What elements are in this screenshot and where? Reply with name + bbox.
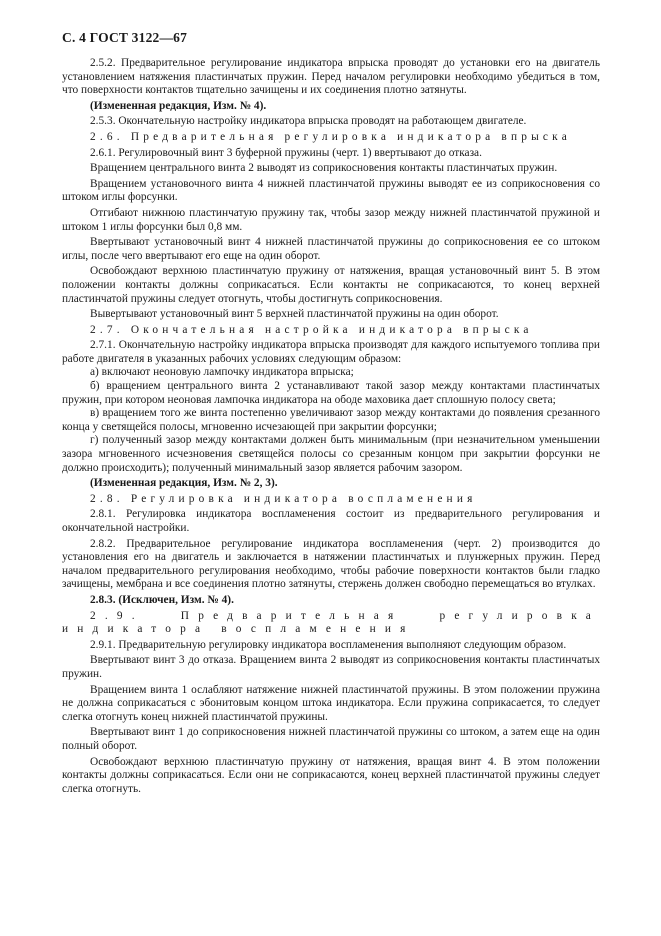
- document-body: [62, 57, 600, 796]
- paragraph: Вывертывают установочный винт 5 верхней пластинчатой пружины на один оборот.: [90, 308, 499, 321]
- list-item: б) вращением центрального винта 2 устанавливают такой зазор между контактами пластинчатых пружин, при котором неоновая лампочка индикатора на ободе маховика дает сплошную полосу света;: [62, 380, 600, 406]
- page-header: С. 4 ГОСТ 3122—67: [62, 30, 188, 45]
- paragraph: Ввертывают винт 3 до отказа. Вращением винта 2 выводят из соприкосновения контакты пластинчатых пружин.: [62, 654, 600, 680]
- paragraph: Освобождают верхнюю пластинчатую пружину от натяжения, вращая винт 4. В этом положении контакты должны соприкасаться. Если они не соприкасаются, конец верхней пластинчатой пружины следует слегка отогнуть.: [62, 755, 600, 795]
- list-item: в) вращением того же винта постепенно увеличивают зазор между контактами до появления срезанного конца у светящейся полосы, мгновенно исчезающей при закрытии форсунки;: [62, 407, 600, 433]
- amendment-note: 2.8.3. (Исключен, Изм. № 4).: [90, 593, 234, 606]
- paragraph: Вращением винта 1 ослабляют натяжение нижней пластинчатой пружины. В этом положении пружина не должна соприкасаться с эбонитовым концом штока индикатора. Если пружина соприкасается, то следует слегка отогнуть конец нижней пластинчатой пружины.: [62, 683, 600, 723]
- paragraph: Освобождают верхнюю пластинчатую пружину от натяжения, вращая установочный винт 5. В этом положении контакты должны соприкасаться. Если контакты не соприкасаются, то конец верхней пластинчатой пружины следует отогнуть, чтобы достигнуть соприкосновения.: [62, 265, 600, 305]
- paragraph: 2.5.2. Предварительное регулирование индикатора впрыска проводят до установки его на двигатель установлением натяжения пластинчатых пружин. Перед началом регулировки необходимо убедиться в том, что поверхности контактов тщательно зачищены и их соединения плотно затянуты.: [62, 57, 600, 97]
- section-heading: 2.9. Предварительная регулировка индикатора воспламенения: [62, 609, 600, 636]
- paragraph: 2.8.1. Регулировка индикатора воспламенения состоит из предварительного регулирования и окончательной настройки.: [62, 508, 600, 534]
- paragraph: Ввертывают винт 1 до соприкосновения нижней пластинчатой пружины со штоком, а затем еще на один полный оборот.: [62, 726, 600, 752]
- paragraph: Ввертывают установочный винт 4 нижней пластинчатой пружины до соприкосновения ее со штоком иглы, после чего ввертывают его еще на один оборот.: [62, 236, 600, 262]
- paragraph: Вращением центрального винта 2 выводят из соприкосновения контакты пластинчатых пружин.: [90, 162, 558, 175]
- section-heading: 2.6. Предварительная регулировка индикатора впрыска: [90, 130, 571, 143]
- paragraph: 2.7.1. Окончательную настройку индикатора впрыска производят для каждого испытуемого топлива при работе двигателя в указанных рабочих условиях следующим образом:: [62, 339, 600, 365]
- section-heading: 2.7. Окончательная настройка индикатора впрыска: [90, 323, 533, 336]
- list-item: а) включают неоновую лампочку индикатора впрыска;: [90, 366, 354, 379]
- paragraph: Вращением установочного винта 4 нижней пластинчатой пружины выводят ее из соприкосновения со штоком иглы форсунки.: [62, 177, 600, 204]
- section-heading: 2.8. Регулировка индикатора воспламенения: [90, 492, 477, 505]
- paragraph: 2.6.1. Регулировочный винт 3 буферной пружины (черт. 1) ввертывают до отказа.: [90, 146, 482, 159]
- amendment-note: (Измененная редакция, Изм. № 4).: [90, 99, 267, 112]
- paragraph: 2.9.1. Предварительную регулировку индикатора воспламенения выполняют следующим образом.: [90, 638, 567, 651]
- paragraph: 2.5.3. Окончательную настройку индикатора впрыска проводят на работающем двигателе.: [90, 115, 527, 128]
- paragraph: 2.8.2. Предварительное регулирование индикатора воспламенения (черт. 2) производится до установления его на двигатель и заключается в натяжении пластинчатых и плунжерных пружин. Перед началом предварительного регулирования необходимо, чтобы рабочие поверхности контактов были гладко зачищены, мембрана и все соединения плотно затянуты, стержень должен свободно перемещаться во втулках.: [62, 537, 600, 591]
- list-item: г) полученный зазор между контактами должен быть минимальным (при незначительном уменьшении зазора мгновенного исчезновения светящейся полосы со срезанным концом при закрытии форсунки не должно происходить); полученный минимальный зазор является рабочим зазором.: [62, 434, 600, 474]
- paragraph: Отгибают нижнюю пластинчатую пружину так, чтобы зазор между нижней пластинчатой пружиной и штоком 1 иглы форсунки был 0,8 мм.: [62, 206, 600, 233]
- amendment-note: (Измененная редакция, Изм. № 2, 3).: [90, 477, 278, 490]
